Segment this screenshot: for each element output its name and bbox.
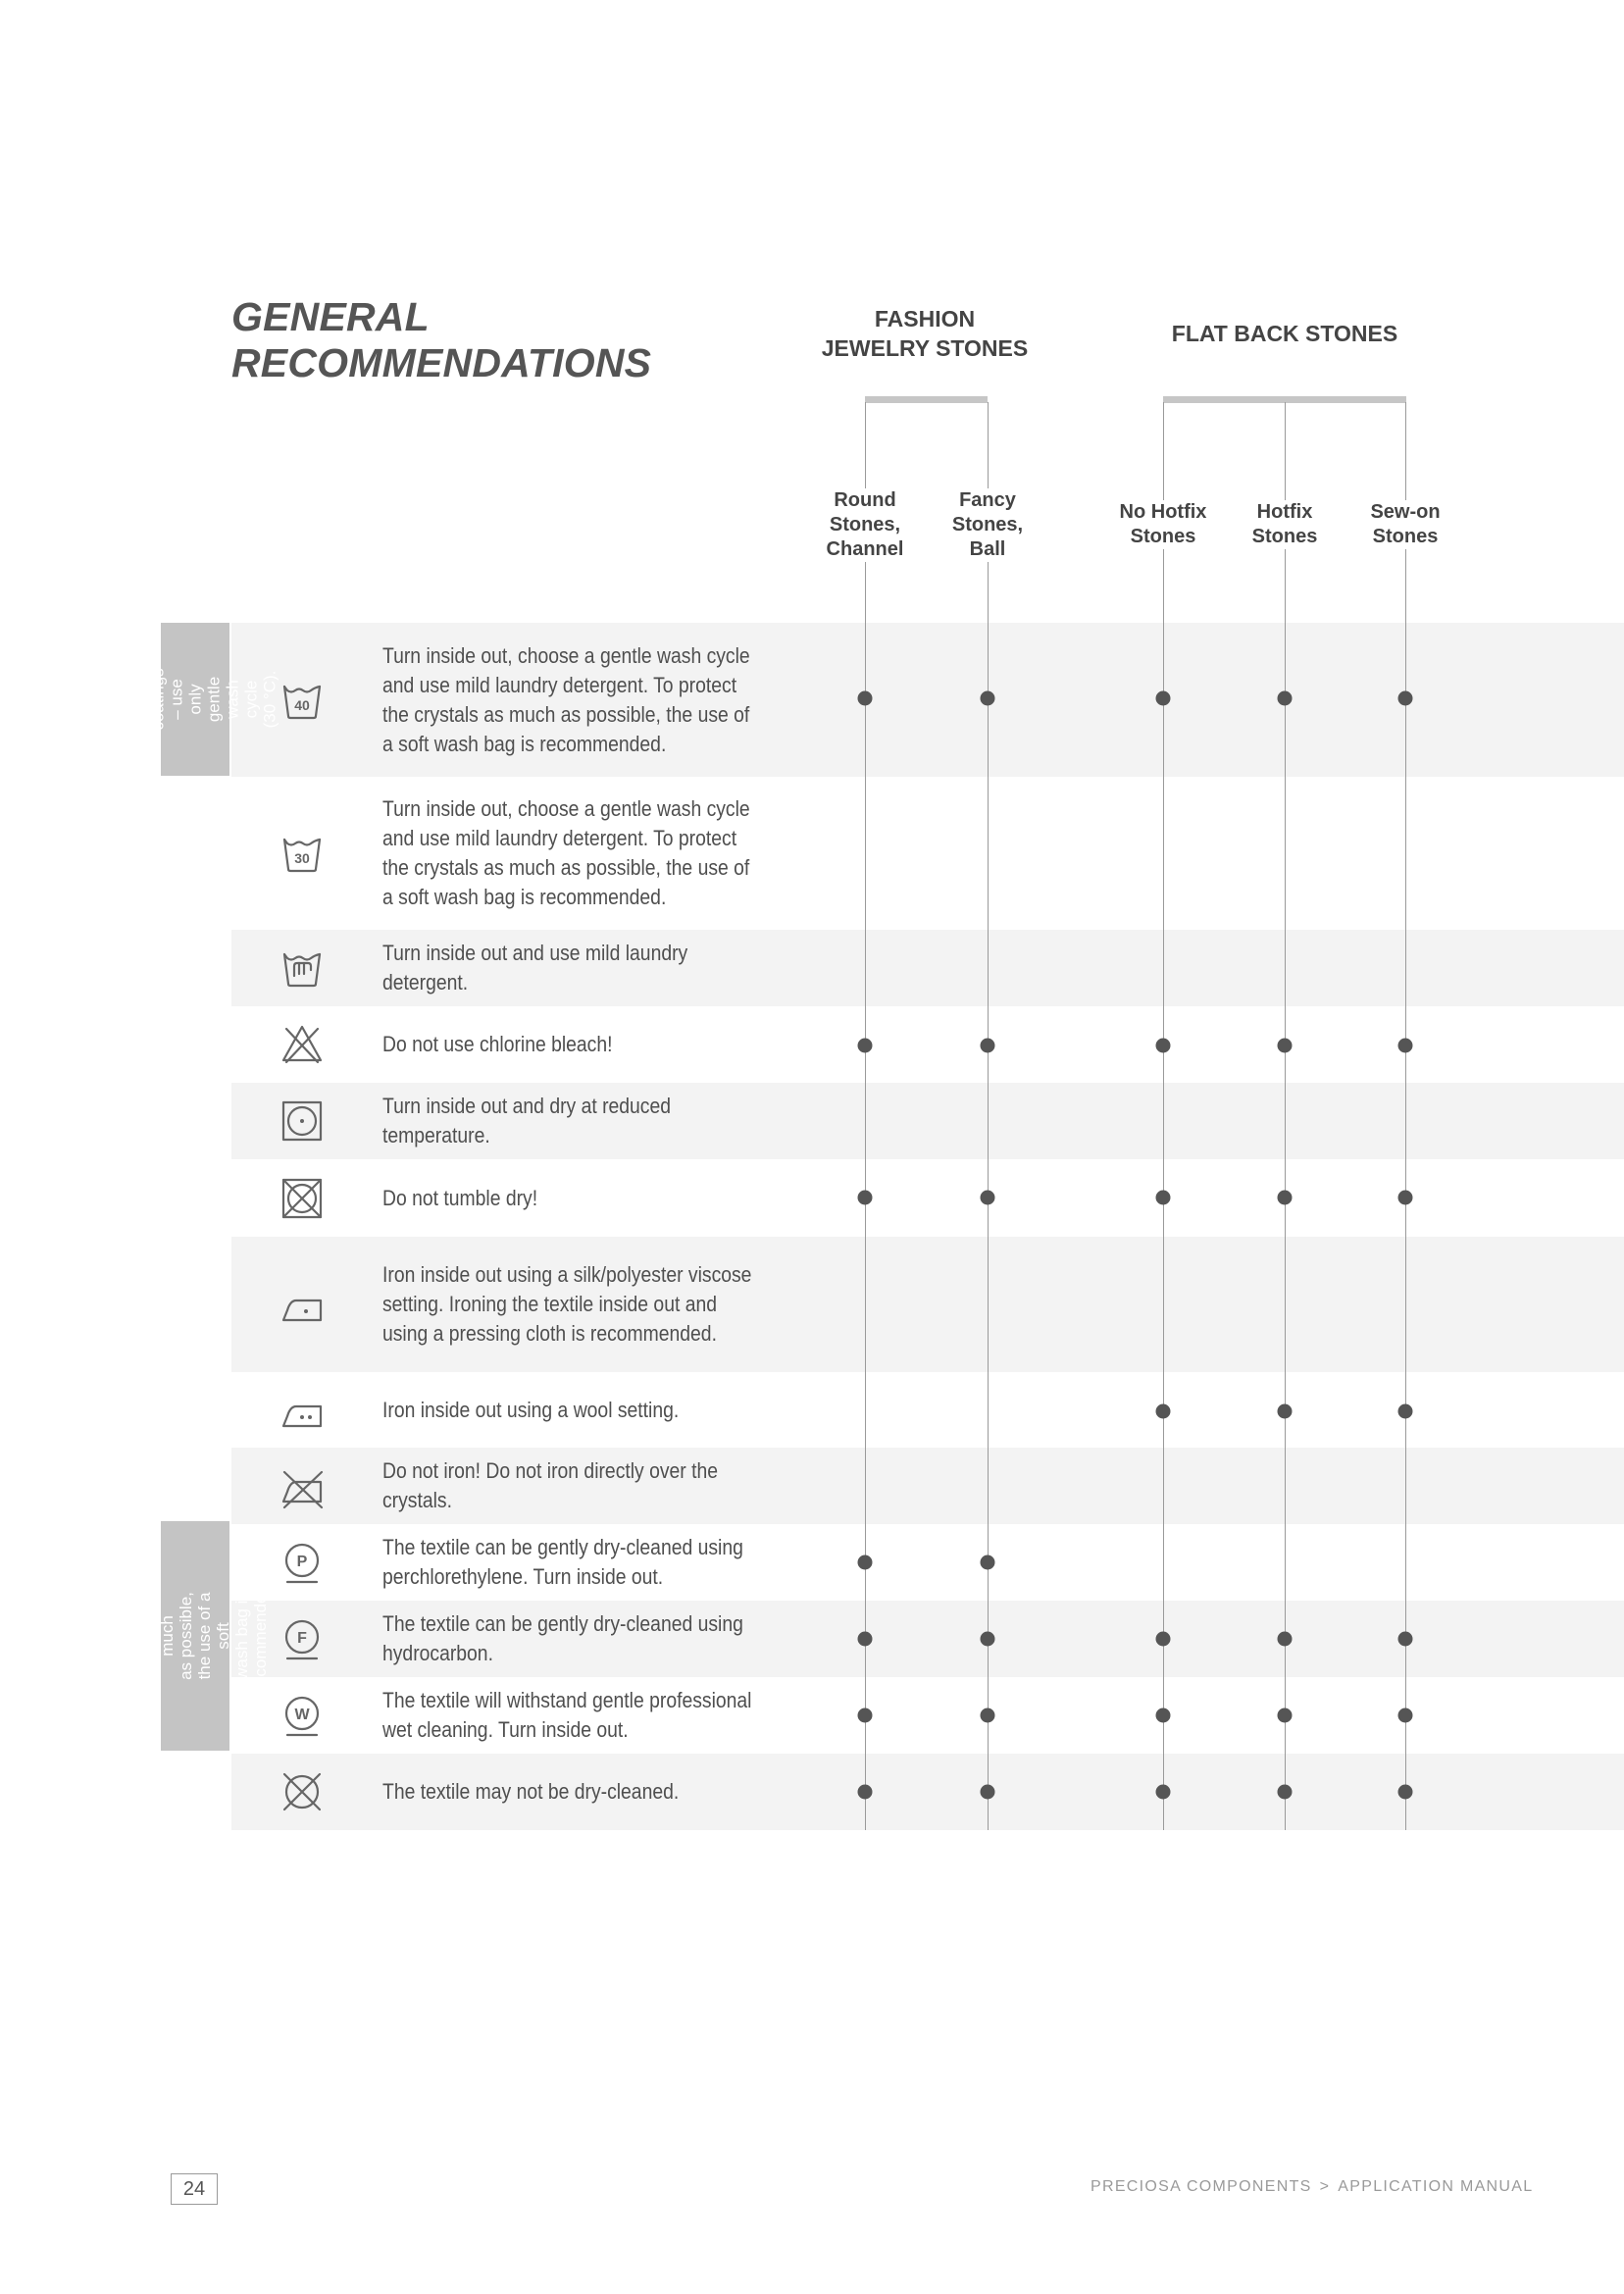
wash-30-icon [279, 830, 326, 877]
row-description-text: Turn inside out and use mild laundry detergent. [382, 941, 688, 994]
table-row [231, 1524, 1624, 1601]
no-iron-icon [279, 1462, 326, 1509]
footer-section: APPLICATION MANUAL [1338, 2178, 1534, 2195]
compatibility-dot [1156, 691, 1171, 706]
compatibility-dot [981, 1632, 995, 1647]
compatibility-dot [1278, 1632, 1293, 1647]
column-header-line: Sew-on [1370, 501, 1441, 523]
table-row [231, 1754, 1624, 1830]
compatibility-dot [1398, 1785, 1413, 1800]
compatibility-dot [1278, 1039, 1293, 1053]
column-line [865, 402, 866, 1830]
row-description-text: Turn inside out, choose a gentle wash cycle and use mild laundry detergent. To protect the crystals as much as possible, the use of a soft wash bag is recommended. [382, 796, 750, 909]
table-row [231, 1601, 1624, 1677]
column-header [950, 488, 1025, 562]
iron-low-icon [279, 1281, 326, 1328]
column-header-line: Ball [969, 538, 1006, 560]
column-header [825, 488, 906, 562]
column-line [1285, 402, 1286, 1830]
dry-clean-p-icon [279, 1539, 326, 1586]
page-title-line-1: GENERAL [231, 294, 430, 339]
row-description-text: Do not iron! Do not iron directly over the crystals. [382, 1458, 719, 1512]
row-description-text: Do not tumble dry! [382, 1185, 538, 1210]
column-header-line: Stones [1130, 526, 1196, 547]
svg-text:P: P [296, 1554, 308, 1570]
no-tumble-dry-icon [279, 1175, 326, 1222]
group-header-line-1: FLAT BACK STONES [1171, 321, 1398, 346]
column-line [1163, 402, 1164, 1830]
svg-text:30: 30 [294, 850, 310, 866]
group-header-flat-back [1172, 319, 1397, 348]
svg-text:F: F [297, 1630, 307, 1647]
compatibility-dot [1156, 1404, 1171, 1419]
row-description-text: The textile will withstand gentle professional wet cleaning. Turn inside out. [382, 1688, 752, 1742]
table-row [231, 1372, 1624, 1448]
compatibility-dot [1156, 1191, 1171, 1205]
compatibility-dot [1278, 1191, 1293, 1205]
side-note-coatings [111, 623, 279, 776]
group-header-line-2: JEWELRY STONES [821, 335, 1029, 361]
compatibility-dot [981, 1191, 995, 1205]
bracket-bar-fashion [865, 396, 988, 403]
row-description [382, 1524, 824, 1601]
row-description [382, 623, 824, 777]
iron-medium-icon [279, 1387, 326, 1434]
compatibility-dot [1398, 1708, 1413, 1723]
compatibility-dot [1278, 1404, 1293, 1419]
compatibility-dot [858, 691, 873, 706]
column-header-line: Stones, [829, 514, 901, 535]
column-header-line: Round [834, 489, 896, 511]
column-header [1250, 500, 1320, 549]
compatibility-dot [981, 1785, 995, 1800]
column-header-line: Fancy [959, 489, 1016, 511]
table-row [231, 1006, 1624, 1083]
column-header-line: Channel [826, 538, 904, 560]
table-row [231, 777, 1624, 930]
no-dry-clean-icon [279, 1768, 326, 1815]
row-description [382, 1448, 824, 1524]
row-description [382, 930, 824, 1006]
compatibility-dot [1278, 1785, 1293, 1800]
row-description-text: The textile can be gently dry-cleaned using perchlorethylene. Turn inside out. [382, 1535, 743, 1589]
compatibility-dot [981, 1708, 995, 1723]
no-bleach-icon [279, 1021, 326, 1068]
tumble-dry-low-icon [279, 1097, 326, 1145]
column-header-line: Hotfix [1256, 501, 1313, 523]
column-header-line: Stones [1251, 526, 1318, 547]
column-header-line: No Hotfix [1119, 501, 1207, 523]
compatibility-dot [1156, 1708, 1171, 1723]
side-note-text: Stones with coatings – use only gentle wash cycle (30 °C). [111, 668, 279, 731]
row-description [382, 777, 824, 930]
group-header-fashion-jewelry [822, 304, 1028, 363]
svg-text:40: 40 [294, 696, 310, 713]
compatibility-dot [1278, 691, 1293, 706]
compatibility-dot [1398, 1191, 1413, 1205]
side-note-text: To protect the crystals as much as possible, the use of a soft wash bag is recommended. [121, 1580, 270, 1692]
svg-text:W: W [294, 1707, 310, 1723]
table-row [231, 623, 1624, 777]
dry-clean-f-icon [279, 1615, 326, 1662]
table-row [231, 1237, 1624, 1372]
compatibility-dot [1398, 1632, 1413, 1647]
row-description [382, 1754, 824, 1830]
row-description [382, 1237, 824, 1372]
page-title-line-2: RECOMMENDATIONS [231, 340, 652, 385]
column-header [1368, 500, 1442, 549]
compatibility-dot [1398, 1039, 1413, 1053]
row-description [382, 1601, 824, 1677]
group-header-line-1: FASHION [874, 306, 976, 331]
wash-40-icon [279, 677, 326, 724]
page-number: 24 [171, 2173, 218, 2205]
row-description-text: The textile may not be dry-cleaned. [382, 1779, 680, 1804]
row-description-text: Do not use chlorine bleach! [382, 1032, 613, 1056]
compatibility-dot [1156, 1039, 1171, 1053]
row-description-text: Turn inside out, choose a gentle wash cycle and use mild laundry detergent. To protect the crystals as much as possible, the use of a soft wash bag is recommended. [382, 642, 750, 756]
compatibility-dot [858, 1555, 873, 1570]
row-description-text: The textile can be gently dry-cleaned using hydrocarbon. [382, 1611, 743, 1665]
column-line [988, 402, 989, 1830]
table-row [231, 1448, 1624, 1524]
compatibility-dot [1398, 691, 1413, 706]
compatibility-dot [858, 1708, 873, 1723]
hand-wash-icon [279, 944, 326, 992]
row-description-text: Turn inside out and dry at reduced temperature. [382, 1094, 672, 1147]
row-description [382, 1677, 824, 1754]
row-description [382, 1006, 824, 1083]
wet-clean-w-icon [279, 1692, 326, 1739]
compatibility-dot [858, 1632, 873, 1647]
compatibility-dot [981, 1555, 995, 1570]
compatibility-dot [1156, 1632, 1171, 1647]
column-header-line: Stones [1372, 526, 1439, 547]
footer-brand: PRECIOSA COMPONENTS [1091, 2178, 1312, 2195]
compatibility-dot [858, 1191, 873, 1205]
footer-breadcrumb [1091, 2178, 1533, 2196]
row-description [382, 1083, 824, 1159]
compatibility-dot [1398, 1404, 1413, 1419]
row-description-text: Iron inside out using a silk/polyester viscose setting. Ironing the textile inside out and using a pressing cloth is recommended. [382, 1262, 752, 1346]
table-row [231, 930, 1624, 1006]
table-row [231, 1083, 1624, 1159]
compatibility-dot [858, 1039, 873, 1053]
column-header [1118, 500, 1209, 549]
compatibility-dot [858, 1785, 873, 1800]
row-description [382, 1159, 824, 1237]
table-row [231, 1677, 1624, 1754]
compatibility-dot [981, 1039, 995, 1053]
table-row [231, 1159, 1624, 1237]
compatibility-dot [1278, 1708, 1293, 1723]
page-title [231, 294, 651, 386]
footer-separator: > [1319, 2178, 1331, 2195]
compatibility-dot [1156, 1785, 1171, 1800]
compatibility-dot [981, 691, 995, 706]
column-line [1405, 402, 1406, 1830]
row-description-text: Iron inside out using a wool setting. [382, 1397, 680, 1422]
column-header-line: Stones, [951, 514, 1024, 535]
side-note-wash-bag [121, 1521, 270, 1751]
row-description [382, 1372, 824, 1448]
